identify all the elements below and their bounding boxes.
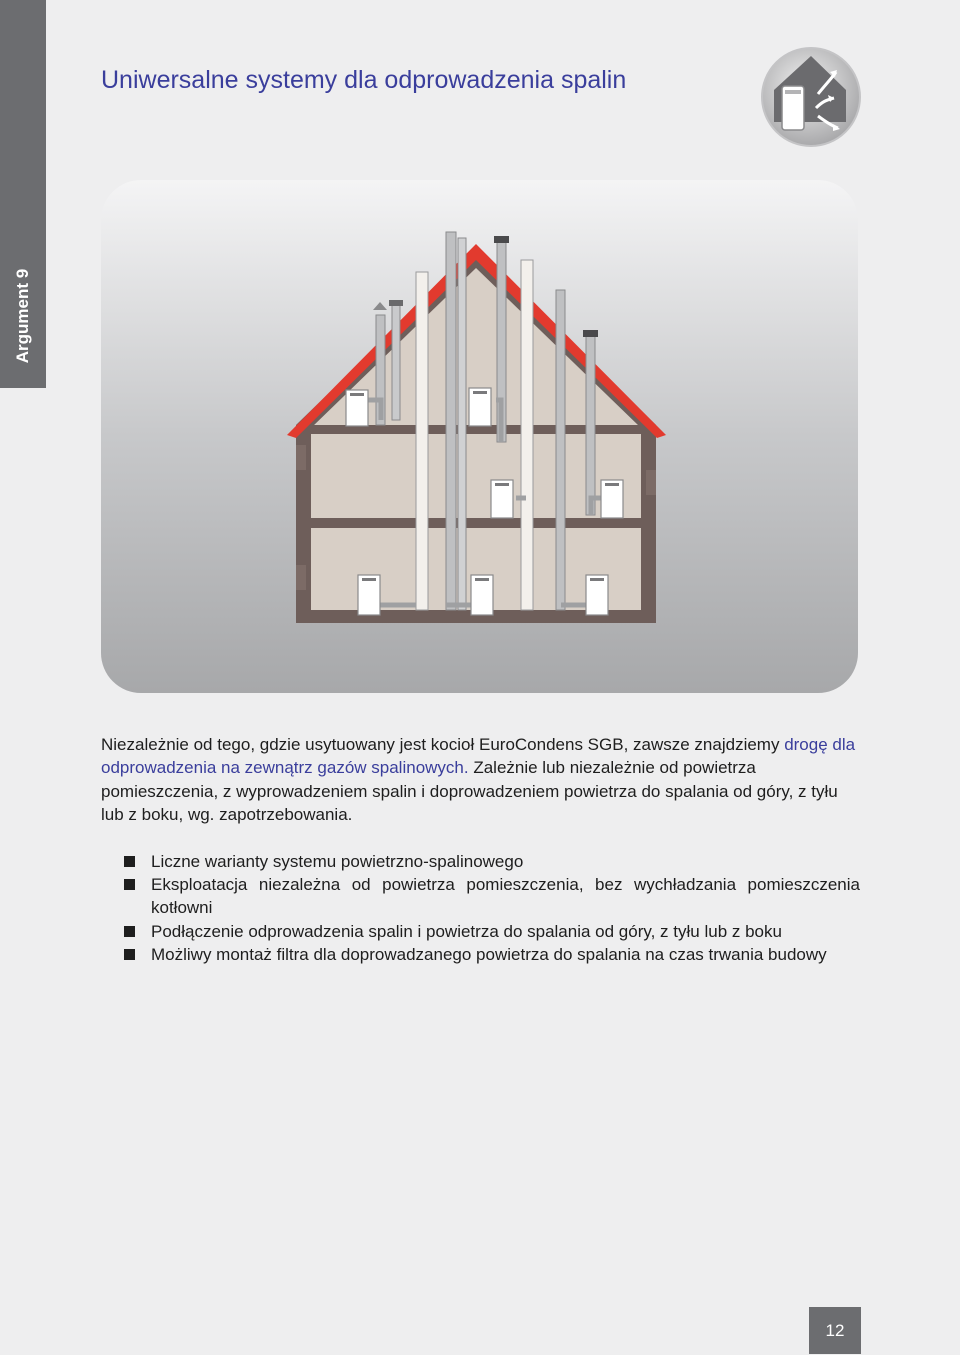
boiler-ventilation-badge-icon bbox=[760, 46, 862, 148]
house-flue-illustration bbox=[101, 180, 858, 693]
feature-text: Eksploatacja niezależna od powietrza pomieszczenia, bez wychładzania pomieszczenia kotłowni bbox=[151, 875, 860, 918]
intro-text-part2: Zależnie lub niezależnie od powietrza pomieszczenia, z wyprowadzeniem spalin i doprowadzeniem powietrza do spalania od góry, z tyłu lub z boku, wg. zapotrzebowania. bbox=[101, 758, 838, 825]
side-tab bbox=[0, 0, 46, 388]
list-item bbox=[101, 943, 860, 966]
feature-list bbox=[101, 850, 860, 966]
feature-text: Podłączenie odprowadzenia spalin i powietrza do spalania od góry, z tyłu lub z boku bbox=[151, 921, 782, 941]
intro-paragraph bbox=[101, 733, 860, 827]
list-item bbox=[101, 850, 860, 873]
list-item bbox=[101, 873, 860, 919]
square-bullet-icon bbox=[124, 926, 135, 937]
page-title: Uniwersalne systemy dla odprowadzenia spalin bbox=[101, 66, 627, 94]
square-bullet-icon bbox=[124, 879, 135, 890]
page-number: 12 bbox=[809, 1307, 861, 1354]
intro-text bbox=[101, 735, 855, 824]
feature-text: Liczne warianty systemu powietrzno-spalinowego bbox=[151, 852, 524, 871]
list-item bbox=[101, 920, 860, 943]
side-tab-label: Argument 9 bbox=[13, 268, 32, 364]
feature-text: Możliwy montaż filtra dla doprowadzanego powietrza do spalania na czas trwania budowy bbox=[151, 944, 827, 964]
intro-highlight: drogę dla odprowadzenia na zewnątrz gazów spalinowych. bbox=[101, 735, 856, 778]
square-bullet-icon bbox=[124, 949, 135, 960]
intro-text-part1: Niezależnie od tego, gdzie usytuowany jest kocioł EuroCondens SGB, zawsze znajdziemy bbox=[101, 735, 785, 754]
square-bullet-icon bbox=[124, 856, 135, 867]
